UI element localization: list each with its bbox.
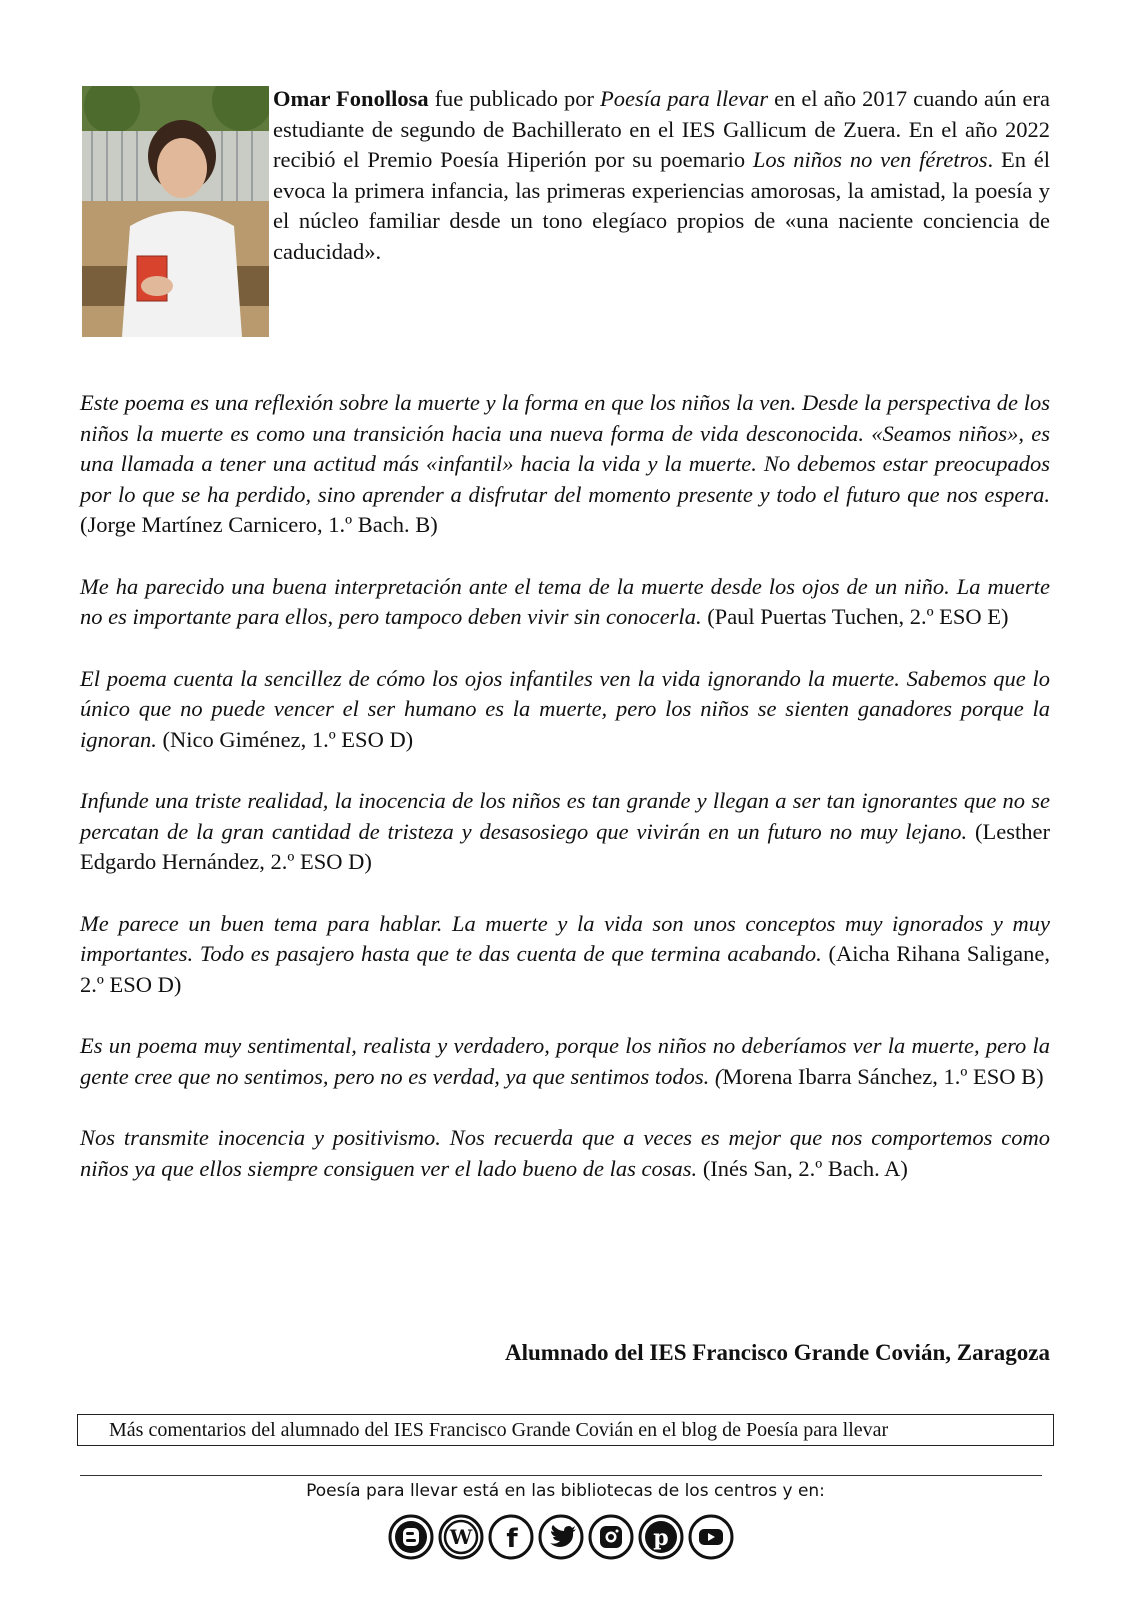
publisher-name: Poesía para llevar xyxy=(599,86,769,111)
book-title: Los niños no ven féretros xyxy=(752,147,988,172)
twitter-icon[interactable] xyxy=(538,1514,584,1560)
comment-attribution: (Jorge Martínez Carnicero, 1.º Bach. B) xyxy=(80,512,438,537)
footer-divider xyxy=(80,1475,1042,1476)
wordpress-icon[interactable] xyxy=(438,1514,484,1560)
comment-attribution: Morena Ibarra Sánchez, 1.º ESO B) xyxy=(722,1063,1044,1089)
social-icons xyxy=(388,1514,734,1560)
signature: Alumnado del IES Francisco Grande Covián, Zaragoza xyxy=(504,1340,1050,1365)
comment-attribution: (Paul Puertas Tuchen, 2.º ESO E) xyxy=(701,604,1009,629)
author-photo xyxy=(82,86,269,337)
comment-attribution: (Aicha Rihana Saligane, 2.º ESO D) xyxy=(80,941,1050,997)
comment-text: Me ha parecido una buena interpretación ante el tema de la muerte desde los ojos de un niño. La muerte no es importante para ellos, pero tampoco deben vivir sin conocerla. xyxy=(80,573,1050,629)
comment-text: Nos transmite inocencia y positivismo. Nos recuerda que a veces es mejor que nos comportemos como niños ya que ellos siempre consiguen ver el lado bueno de las cosas. xyxy=(80,1125,1050,1181)
pinterest-icon[interactable] xyxy=(638,1514,684,1560)
author-name: Omar Fonollosa xyxy=(273,86,429,111)
author-bio xyxy=(273,84,1050,267)
youtube-icon[interactable] xyxy=(688,1514,734,1560)
student-comment xyxy=(80,664,1050,756)
student-comment xyxy=(80,1123,1050,1184)
comment-attribution: (Nico Giménez, 1.º ESO D) xyxy=(156,726,414,752)
student-comment xyxy=(80,388,1050,541)
blogger-icon[interactable] xyxy=(388,1514,434,1560)
comment-text: Me parece un buen tema para hablar. La muerte y la vida son unos conceptos muy ignorados y muy importantes. Todo es pasajero hasta que te das cuenta de que termina acabando. xyxy=(80,910,1050,966)
student-comment xyxy=(80,909,1050,1001)
svg-text:f: f xyxy=(506,1524,518,1554)
comment-text: El poema cuenta la sencillez de cómo los ojos infantiles ven la vida ignorando la muerte. Sabemos que lo único que no puede vencer el ser humano es la muerte, pero los niños se sienten ganadores porque la ignoran. xyxy=(80,665,1050,752)
student-comment xyxy=(80,1031,1050,1092)
bio-part-2: en el año 2017 cuando aún era estudiante de segundo de Bachillerato en el IES Gallicum de Zuera. En el año 2022 recibió el Premio Poesía Hiperión por su poemario xyxy=(273,86,1050,172)
svg-text:W: W xyxy=(449,1525,473,1549)
student-comment xyxy=(80,786,1050,878)
svg-text:p: p xyxy=(653,1525,669,1551)
comment-attribution: (Inés San, 2.º Bach. A) xyxy=(697,1155,908,1181)
comment-text: Infunde una triste realidad, la inocencia de los niños es tan grande y llegan a ser tan ignorantes que no se percatan de la gran cantidad de tristeza y desasosiego que vivirán en un futuro no muy lejano. xyxy=(80,788,1050,844)
instagram-icon[interactable] xyxy=(588,1514,634,1560)
bio-part-3: . En él evoca la primera infancia, las primeras experiencias amorosas, la amistad, la poesía y el núcleo familiar desde un tono elegíaco propios de «una naciente conciencia de caducidad». xyxy=(273,147,1051,264)
student-comment xyxy=(80,572,1050,633)
student-comments xyxy=(80,388,1050,1215)
comment-text: Este poema es una reflexión sobre la muerte y la forma en que los niños la ven. Desde la perspectiva de los niños la muerte es como una transición hacia una nueva forma de vida desconocida. «Seamos niños», es una llamada a tener una actitud más «infantil» hacia la vida y la muerte. No debemos estar preocupados por lo que se ha perdido, sino aprender a disfrutar del momento presente y todo el futuro que nos espera. xyxy=(80,390,1050,507)
comment-attribution: (Lesther Edgardo Hernández, 2.º ESO D) xyxy=(80,818,1050,874)
facebook-icon[interactable] xyxy=(488,1514,534,1560)
footer-text: Poesía para llevar está en las bibliotecas de los centros y en: xyxy=(306,1481,825,1501)
comment-text: Es un poema muy sentimental, realista y verdadero, porque los niños no deberíamos ver la muerte, pero la gente cree que no sentimos, pero no es verdad, ya que sentimos todos. ( xyxy=(80,1033,1050,1089)
bio-part-1: fue publicado por xyxy=(428,86,600,111)
blog-link-box[interactable]: Más comentarios del alumnado del IES Francisco Grande Covián en el blog de Poesía para llevar xyxy=(77,1414,1054,1446)
